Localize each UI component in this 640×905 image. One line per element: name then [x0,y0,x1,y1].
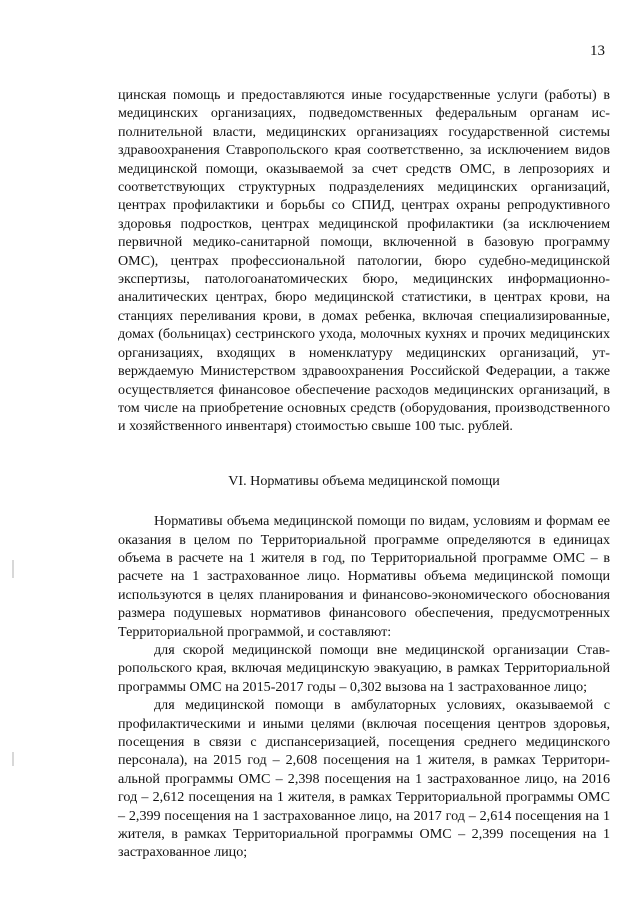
paragraph-outpatient: для медицинской помощи в амбулаторных условиях, оказываемой с профилактическими и иными целями (включая посещения центров здоровья, посещения в связи с диспансеризацией, посещения среднего медицинского персонала), на 2015 год – 2,608 посещения на 1 жителя, в рамках Территориальной программы ОМС – 2,398 посещения на 1 застрахованное лицо, на 2016 год – 2,612 посещения на 1 жителя, в рамках Территориальной программы ОМС – 2,399 посещения на 1 застрахованное лицо, на 2017 год – 2,614 посещения на 1 жителя, в рамках Территориальной программы ОМС – 2,399 посещения на 1 застрахованное лицо; [118,697,610,861]
scan-margin-mark [12,560,14,578]
scan-margin-mark [12,752,14,766]
section-title: VI. Нормативы объема медицинской помощи [228,472,500,489]
paragraph-norms-intro: Нормативы объема медицинской помощи по видам, условиям и формам ее оказания в целом по Территориальной программе определяются в единицах объема в расчете на 1 жителя в год, по Территориальной программе ОМС – в расчете на 1 застрахованное лицо. Нормативы объема медицинской помощи используются в целях планирования и финансово-экономического обоснования размера подушевых нормативов финансового обеспечения, предусмотренных Территориальной программой, и составляют: [118,513,610,640]
document-body [118,86,610,862]
paragraph-intro: цинская помощь и предоставляются иные государственные услуги (работы) в медицинских организациях, подведомственных федеральным органам исполнительной власти, медицинских организациях государственной системы здравоохранения Ставропольского края соответственно, за исключением видов медицинской помощи, оказываемой за счет средств ОМС, в лепрозориях и соответствующих структурных подразделениях медицинских организаций, центрах профилактики и борьбы со СПИД, центрах охраны репродуктивного здоровья подростков, центрах медицинской профилактики (за исключением первичной медико-санитарной помощи, включенной в базовую программу ОМС), центрах профессиональной патологии, бюро судебно-медицинской экспертизы, патологоанатомических бюро, медицинских информационно-аналитических центрах, бюро медицинской статистики, в центрах крови, на станциях переливания крови, в домах ребенка, включая специализированные, домах (больницах) сестринского ухода, молочных кухнях и прочих медицинских организациях, входящих в номенклатуру медицинских организаций, утверждаемую Министерством здравоохранения Российской Федерации, а также осуществляется финансовое обеспечение расходов медицинских организаций, в том числе на приобретение основных средств (оборудования, производственного и хозяйственного инвентаря) стоимостью свыше 100 тыс. рублей. [118,87,610,435]
paragraph-ambulance: для скорой медицинской помощи вне медицинской организации Ставропольского края, включая медицинскую эвакуацию, в рамках Территориальной программы ОМС на 2015-2017 годы – 0,302 вызова на 1 застрахованное лицо; [118,641,610,695]
page-number: 13 [590,43,605,59]
